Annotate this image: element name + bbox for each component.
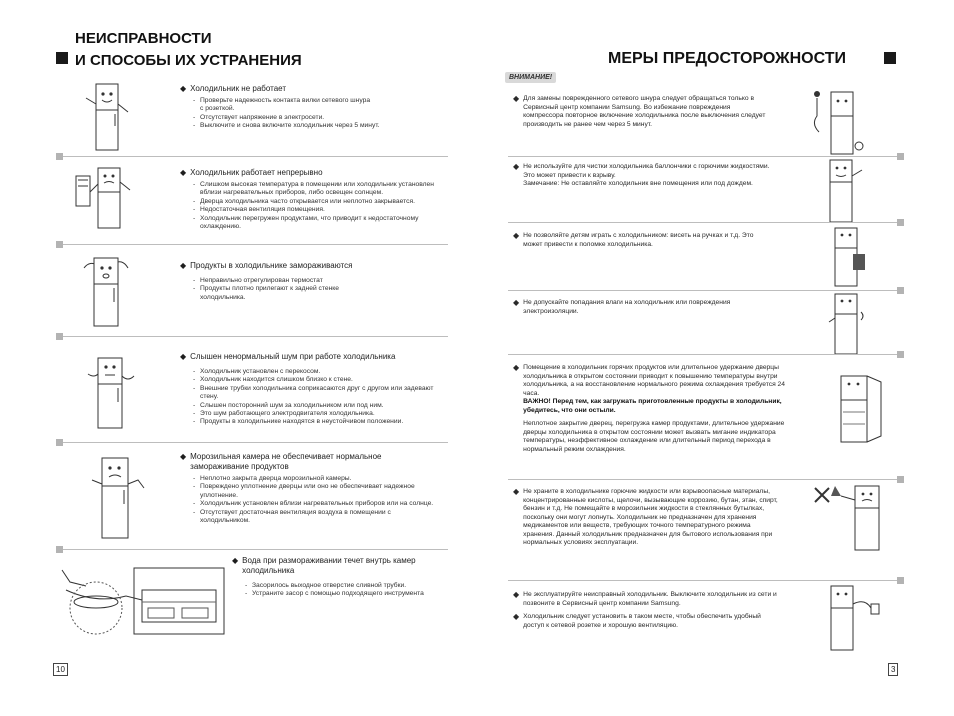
section-title: Холодильник не работает xyxy=(190,84,287,93)
fridge-with-water-illustration xyxy=(827,292,871,356)
list-item: - Устраните засор с помощью подходящего инструмента xyxy=(244,590,462,598)
divider-marker xyxy=(56,333,63,340)
diamond-bullet-icon: ◆ xyxy=(513,162,520,171)
divider-marker xyxy=(56,153,63,160)
list-item: - Недостаточная вентиляция помещения. xyxy=(192,206,450,214)
list-item: - Холодильник установлен вблизи нагревательных приборов или на солнце. xyxy=(192,500,435,508)
list-item: - Повреждено уплотнение дверцы или оно не обеспечивает надежное уплотнение. xyxy=(192,483,445,500)
divider-marker xyxy=(897,219,904,226)
fridge-illustration xyxy=(80,254,132,328)
list-item: - Отсутствует напряжение в электросети. xyxy=(192,114,450,122)
section-title: Холодильник работает непрерывно xyxy=(190,168,323,177)
important-note: ВАЖНО! Перед тем, как загружать приготовленные продукты в холодильник, убедитесь, что они остыли. xyxy=(523,398,782,414)
page-number: 10 xyxy=(53,663,68,676)
diamond-bullet-icon: ◆ xyxy=(513,612,520,621)
section-title: Слышен ненормальный шум при работе холодильника xyxy=(190,352,396,361)
list-item: - Холодильник перегружен продуктами, что приводит к недостаточному охлаждению. xyxy=(192,215,455,232)
precaution-item xyxy=(513,299,771,316)
title-square-marker xyxy=(56,52,68,64)
diamond-bullet-icon: ◆ xyxy=(513,590,520,599)
precaution-note: Замечание: Не оставляйте холодильник вне помещения или под дождем. xyxy=(523,180,753,187)
diamond-bullet-icon: ◆ xyxy=(180,452,187,461)
divider xyxy=(63,156,448,157)
divider-marker xyxy=(56,241,63,248)
divider-marker xyxy=(897,153,904,160)
list-item: - Холодильник находится слишком близко к стене. xyxy=(192,376,450,384)
diamond-bullet-icon: ◆ xyxy=(513,363,520,372)
divider xyxy=(508,156,897,157)
list-item: - Слышен посторонний шум за холодильником или под ним. xyxy=(192,402,450,410)
fridge-with-cord-illustration xyxy=(807,86,867,158)
precaution-text: Не используйте для чистки холодильника баллончики с горючими жидкостями. Это может привести к взрыву. xyxy=(523,163,770,179)
right-title: МЕРЫ ПРЕДОСТОРОЖНОСТИ xyxy=(608,50,847,67)
divider-marker xyxy=(56,546,63,553)
divider xyxy=(63,244,448,245)
diamond-bullet-icon: ◆ xyxy=(180,168,187,177)
precaution-item xyxy=(513,488,781,548)
section-4 xyxy=(180,352,450,427)
list-item: - Продукты в холодильнике находятся в неустойчивом положении. xyxy=(192,418,450,426)
divider xyxy=(63,336,448,337)
right-page xyxy=(477,0,954,716)
fridge-illustration xyxy=(84,354,136,430)
fridge-illustration xyxy=(84,82,130,152)
diamond-bullet-icon: ◆ xyxy=(513,487,520,496)
diamond-bullet-icon: ◆ xyxy=(232,556,239,565)
warning-badge: ВНИМАНИЕ! xyxy=(505,72,556,83)
drain-tube-illustration xyxy=(56,560,236,640)
precaution-text: Помещение в холодильник горячих продуктов или длительное удержание дверцы холодильника в открытом состоянии приводит к повышению температуры внутри холодильника, а на восстановление нормального режима охлаждения требуется 24 часа. xyxy=(523,364,785,397)
fridge-illustration xyxy=(822,158,864,224)
divider xyxy=(63,442,448,443)
diamond-bullet-icon: ◆ xyxy=(513,94,520,103)
list-item: - Продукты плотно прилегают к задней стенке холодильника. xyxy=(192,285,380,302)
diamond-bullet-icon: ◆ xyxy=(513,298,520,307)
list-item: - Проверьте надежность контакта вилки сетевого шнура с розеткой. xyxy=(192,97,375,114)
section-title: Вода при размораживании течет внутрь камер холодильника xyxy=(242,556,416,575)
divider-marker xyxy=(897,351,904,358)
precaution-extra: Неплотное закрытие дверец, перегрузка камер продуктами, длительное удержание дверцы холодильника в открытом состоянии может вызвать мигание индикатора температуры, неэффективное охлаждение или длительный период перехода в нормальный режим охлаждения. xyxy=(523,420,785,453)
precaution-item xyxy=(513,591,781,630)
list-item: - Холодильник установлен с перекосом. xyxy=(192,368,450,376)
divider xyxy=(508,290,897,291)
divider xyxy=(508,580,897,581)
list-item: - Это шум работающего электродвигателя холодильника. xyxy=(192,410,450,418)
child-on-fridge-illustration xyxy=(829,226,871,288)
list-item: - Неплотно закрыта дверца морозильной камеры. xyxy=(192,475,450,483)
precaution-text: Для замены поврежденного сетевого шнура следует обращаться только в Сервисный центр компании Samsung. Во избежание повреждения компрессора повторное включение холодильника после выключения следует производить не ранее чем через 5 минут. xyxy=(523,95,766,128)
list-item: - Неправильно отрегулирован термостат xyxy=(192,277,450,285)
section-2 xyxy=(180,168,450,231)
left-title-line1: НЕИСПРАВНОСТИ xyxy=(75,30,212,47)
divider xyxy=(508,222,897,223)
list-item: - Засорилось выходное отверстие сливной трубки. xyxy=(244,582,462,590)
section-6 xyxy=(232,556,462,599)
precaution-item xyxy=(513,163,771,189)
section-title: Морозильная камера не обеспечивает нормальное замораживание продуктов xyxy=(190,452,382,471)
fridge-illustration xyxy=(72,166,134,230)
divider-marker xyxy=(897,476,904,483)
section-5 xyxy=(180,452,450,525)
title-square-marker xyxy=(884,52,896,64)
section-3 xyxy=(180,261,450,302)
list-item: - Отсутствует достаточная вентиляция воздуха в помещении с холодильником. xyxy=(192,509,435,526)
open-fridge-illustration xyxy=(835,372,885,446)
section-1 xyxy=(180,84,450,131)
precaution-item xyxy=(513,232,771,249)
diamond-bullet-icon: ◆ xyxy=(180,84,187,93)
list-item: - Выключите и снова включите холодильник через 5 минут. xyxy=(192,122,380,130)
divider xyxy=(508,354,897,355)
divider-marker xyxy=(897,287,904,294)
precaution-text: Не допускайте попадания влаги на холодильник или повреждения электроизоляции. xyxy=(523,299,731,315)
diamond-bullet-icon: ◆ xyxy=(180,261,187,270)
precaution-text: Не эксплуатируйте неисправный холодильник. Выключите холодильник из сети и позвоните в Сервисный центр компании Samsung. xyxy=(523,591,777,607)
list-item: - Дверца холодильника часто открывается или неплотно закрывается. xyxy=(192,198,450,206)
precaution-item xyxy=(513,364,788,454)
list-item: - Внешние трубки холодильника соприкасаются друг с другом или задевают стену. xyxy=(192,385,440,402)
left-title xyxy=(75,30,302,70)
divider xyxy=(63,549,448,550)
flammable-items-illustration xyxy=(811,482,891,554)
divider-marker xyxy=(897,577,904,584)
divider xyxy=(508,479,897,480)
precaution-text: Не позволяйте детям играть с холодильником: висеть на ручках и т.д. Это может привести к поломке холодильника. xyxy=(523,232,754,248)
precaution-text: Не храните в холодильнике горючие жидкости или взрывоопасные материалы, концентрированные кислоты, щелочи, вызывающие коррозию, бутан, этан, спирт, бензин и т.д. Не помещайте в морозильник жидкости в стеклянных бутылках, поскольку они могут лопнуть. Холодильник не предназначен для хранения медикаментов или веществ, требующих точного температурного режима хранения. Данный холодильник предназначен для бытового использования при нормальных условиях эксплуатации. xyxy=(523,488,778,546)
fridge-illustration xyxy=(88,454,148,540)
divider-marker xyxy=(56,439,63,446)
section-title: Продукты в холодильнике замораживаются xyxy=(190,261,353,270)
diamond-bullet-icon: ◆ xyxy=(180,352,187,361)
precaution-item xyxy=(513,95,771,129)
left-title-line2: И СПОСОБЫ ИХ УСТРАНЕНИЯ xyxy=(75,52,302,69)
list-item: - Слишком высокая температура в помещении или холодильник установлен вблизи нагревательных приборов, либо освещен солнцем. xyxy=(192,181,440,198)
page-number: 3 xyxy=(888,663,898,676)
diamond-bullet-icon: ◆ xyxy=(513,231,520,240)
unplugged-fridge-illustration xyxy=(825,584,885,654)
precaution-extra: Холодильник следует установить в таком месте, чтобы обеспечить удобный доступ к сетевой розетке и хорошую вентиляцию. xyxy=(523,613,761,629)
